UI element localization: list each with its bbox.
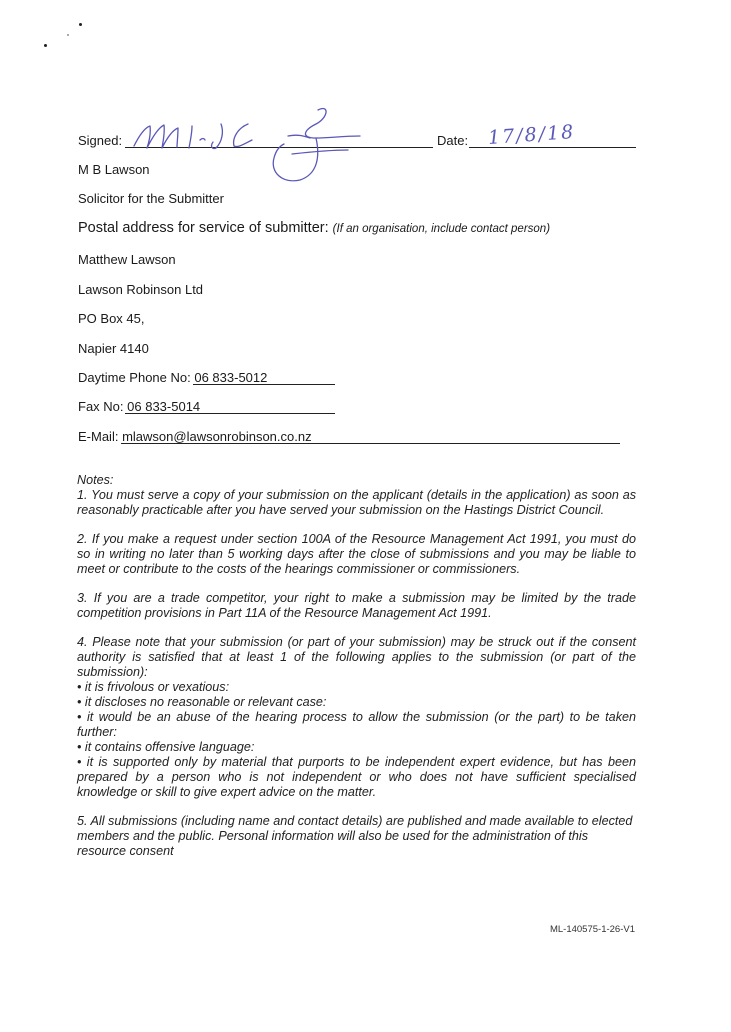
handwritten-date: 17/8/18 — [487, 120, 576, 150]
email-row — [78, 429, 312, 444]
phone-underline — [193, 384, 335, 385]
phone-value: 06 833-5012 — [194, 370, 268, 385]
note-4-bullet: • it is frivolous or vexatious: — [77, 680, 230, 694]
postal-heading-note: (If an organisation, include contact person) — [332, 223, 551, 235]
date-label: Date: — [437, 133, 469, 148]
phone-row — [78, 370, 267, 385]
address-line: Napier 4140 — [78, 341, 149, 356]
note-4-bullet: • it contains offensive language: — [77, 740, 255, 754]
signer-role: Solicitor for the Submitter — [78, 191, 224, 206]
scan-speck — [79, 23, 82, 26]
fax-value: 06 833-5014 — [127, 399, 201, 414]
note-2: 2. If you make a request under section 100A of the Resource Management Act 1991, you must do so in writing no later than 5 working days after the close of submissions and you may be liable to meet or contribute to the costs of the hearings commissioner or commissioners. — [77, 532, 636, 576]
fax-label: Fax No: — [78, 399, 124, 414]
scan-speck — [44, 44, 47, 47]
postal-heading — [78, 220, 550, 236]
email-value: mlawson@lawsonrobinson.co.nz — [122, 429, 312, 444]
note-4-bullet: • it is supported only by material that purports to be independent expert evidence, but has been prepared by a person who is not independent or who does not have sufficient specialised knowledge or skill to give expert advice on the matter. — [77, 755, 636, 799]
email-label: E-Mail: — [78, 429, 119, 444]
signer-name: M B Lawson — [78, 162, 150, 177]
note-4-bullet: • it discloses no reasonable or relevant case: — [77, 695, 327, 709]
note-4-bullet: • it would be an abuse of the hearing process to allow the submission (or the part) to be taken further: — [77, 710, 636, 739]
postal-heading-text: Postal address for service of submitter: — [78, 220, 329, 236]
signed-label: Signed: — [78, 133, 123, 148]
note-4-intro: 4. Please note that your submission (or part of your submission) may be struck out if the consent authority is satisfied that at least 1 of the following applies to the submission (or part of the submission): — [77, 635, 636, 679]
email-underline — [121, 443, 620, 444]
fax-row — [78, 399, 200, 414]
document-reference: ML-140575-1-26-V1 — [549, 924, 635, 935]
address-line: Matthew Lawson — [78, 252, 176, 267]
notes-heading: Notes: — [77, 473, 114, 487]
scan-speck — [67, 34, 69, 36]
note-1: 1. You must serve a copy of your submission on the applicant (details in the application) as soon as reasonably practicable after you have served your submission on the Hastings District Council. — [77, 488, 636, 517]
phone-label: Daytime Phone No: — [78, 370, 191, 385]
note-5: 5. All submissions (including name and contact details) are published and made available to elected members and the public. Personal information will also be used for the administration of this resource consent — [77, 814, 633, 858]
handwritten-signature — [120, 98, 380, 188]
fax-underline — [125, 413, 335, 414]
note-3: 3. If you are a trade competitor, your right to make a submission may be limited by the trade competition provisions in Part 11A of the Resource Management Act 1991. — [77, 591, 636, 620]
notes-section — [77, 473, 636, 873]
address-line: Lawson Robinson Ltd — [78, 282, 204, 297]
address-line: PO Box 45, — [78, 311, 145, 326]
